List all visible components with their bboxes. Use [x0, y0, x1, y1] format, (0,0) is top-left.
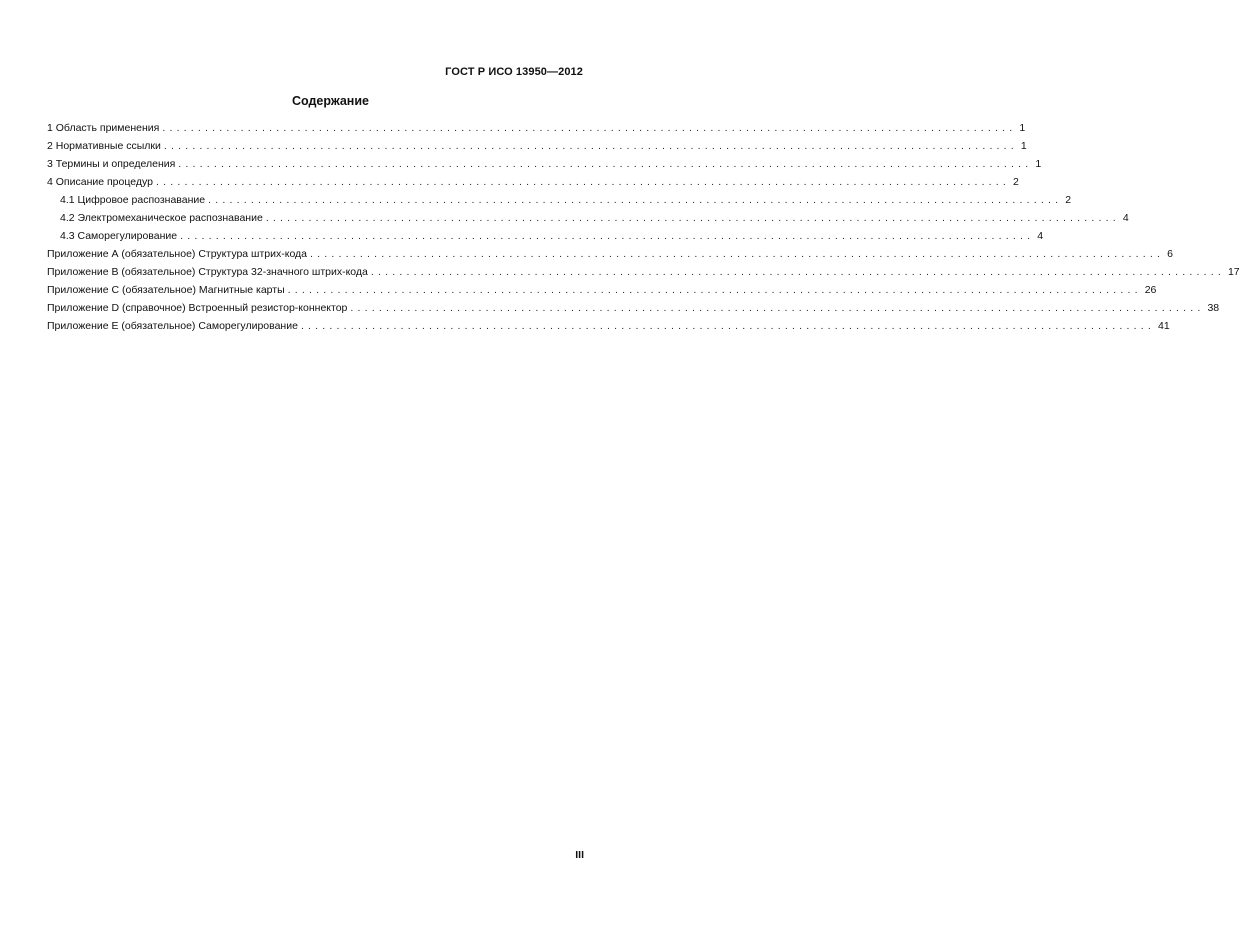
toc-leader-dots: ........................................................................................................................ — [350, 302, 1205, 314]
toc-item-page: 6 — [1167, 248, 1173, 260]
toc-item-page: 1 — [1019, 122, 1026, 134]
toc-leader-dots: ........................................................................................................................ — [265, 212, 1120, 224]
toc-item-page: 4 — [1122, 212, 1129, 224]
toc-item-label: Приложение А (обязательное) Структура штрих-кода — [47, 248, 308, 260]
toc-item-electromechanical-recognition[interactable] — [47, 211, 1129, 229]
toc-item-label: 4.3 Саморегулирование — [60, 230, 178, 242]
page-number: III — [575, 849, 584, 861]
document-code: ГОСТ Р ИСО 13950—2012 — [445, 66, 583, 78]
toc-item-annex-d[interactable] — [47, 301, 1220, 319]
toc-item-page: 17 — [1227, 266, 1240, 278]
toc-item-digital-recognition[interactable] — [47, 193, 1072, 211]
toc-leader-dots: ........................................................................................................................ — [370, 266, 1225, 278]
toc-item-page: 1 — [1035, 158, 1042, 170]
toc-leader-dots: ........................................................................................................................ — [180, 230, 1035, 242]
toc-item-normative-references[interactable] — [47, 139, 1027, 157]
toc-item-label: 2 Нормативные ссылки — [47, 140, 161, 152]
toc-item-annex-b[interactable] — [47, 265, 1240, 283]
toc-leader-dots: ........................................................................................................................ — [287, 284, 1142, 296]
page-title: Содержание — [291, 94, 369, 108]
toc-leader-dots: ........................................................................................................................ — [162, 122, 1017, 134]
toc-item-label: Приложение Е (обязательное) Саморегулирование — [47, 320, 298, 332]
toc-item-label: 1 Область применения — [47, 122, 160, 134]
toc-item-self-regulation[interactable] — [47, 229, 1044, 247]
toc-item-annex-e[interactable] — [47, 319, 1170, 337]
toc-leader-dots: ........................................................................................................................ — [310, 248, 1165, 260]
toc-item-page: 2 — [1065, 194, 1072, 206]
toc-item-label: 3 Термины и определения — [47, 158, 176, 170]
toc-item-label: Приложение D (справочное) Встроенный резистор-коннектор — [47, 302, 348, 314]
toc-item-page: 38 — [1207, 302, 1220, 314]
toc-item-procedures[interactable] — [47, 175, 1019, 193]
toc-item-scope[interactable] — [47, 121, 1026, 139]
toc-item-page: 2 — [1013, 176, 1019, 188]
toc-item-page: 1 — [1020, 140, 1027, 152]
toc-item-label: Приложение С (обязательное) Магнитные карты — [47, 284, 285, 296]
toc-item-page: 41 — [1158, 320, 1170, 332]
toc-item-page: 26 — [1144, 284, 1157, 296]
toc-leader-dots: ........................................................................................................................ — [300, 320, 1156, 332]
toc-item-annex-a[interactable] — [47, 247, 1173, 265]
table-of-contents — [47, 121, 1240, 337]
toc-leader-dots: ........................................................................................................................ — [163, 140, 1018, 152]
toc-item-terms[interactable] — [47, 157, 1042, 175]
toc-item-label: 4 Описание процедур — [47, 176, 153, 188]
toc-item-label: Приложение В (обязательное) Структура 32-значного штрих-кода — [47, 266, 368, 278]
toc-item-label: 4.1 Цифровое распознавание — [60, 194, 206, 206]
toc-item-page: 4 — [1037, 230, 1044, 242]
toc-leader-dots: ........................................................................................................................ — [178, 158, 1033, 170]
toc-item-label: 4.2 Электромеханическое распознавание — [60, 212, 263, 224]
toc-leader-dots: ........................................................................................................................ — [155, 176, 1011, 188]
toc-leader-dots: ........................................................................................................................ — [208, 194, 1063, 206]
toc-item-annex-c[interactable] — [47, 283, 1157, 301]
